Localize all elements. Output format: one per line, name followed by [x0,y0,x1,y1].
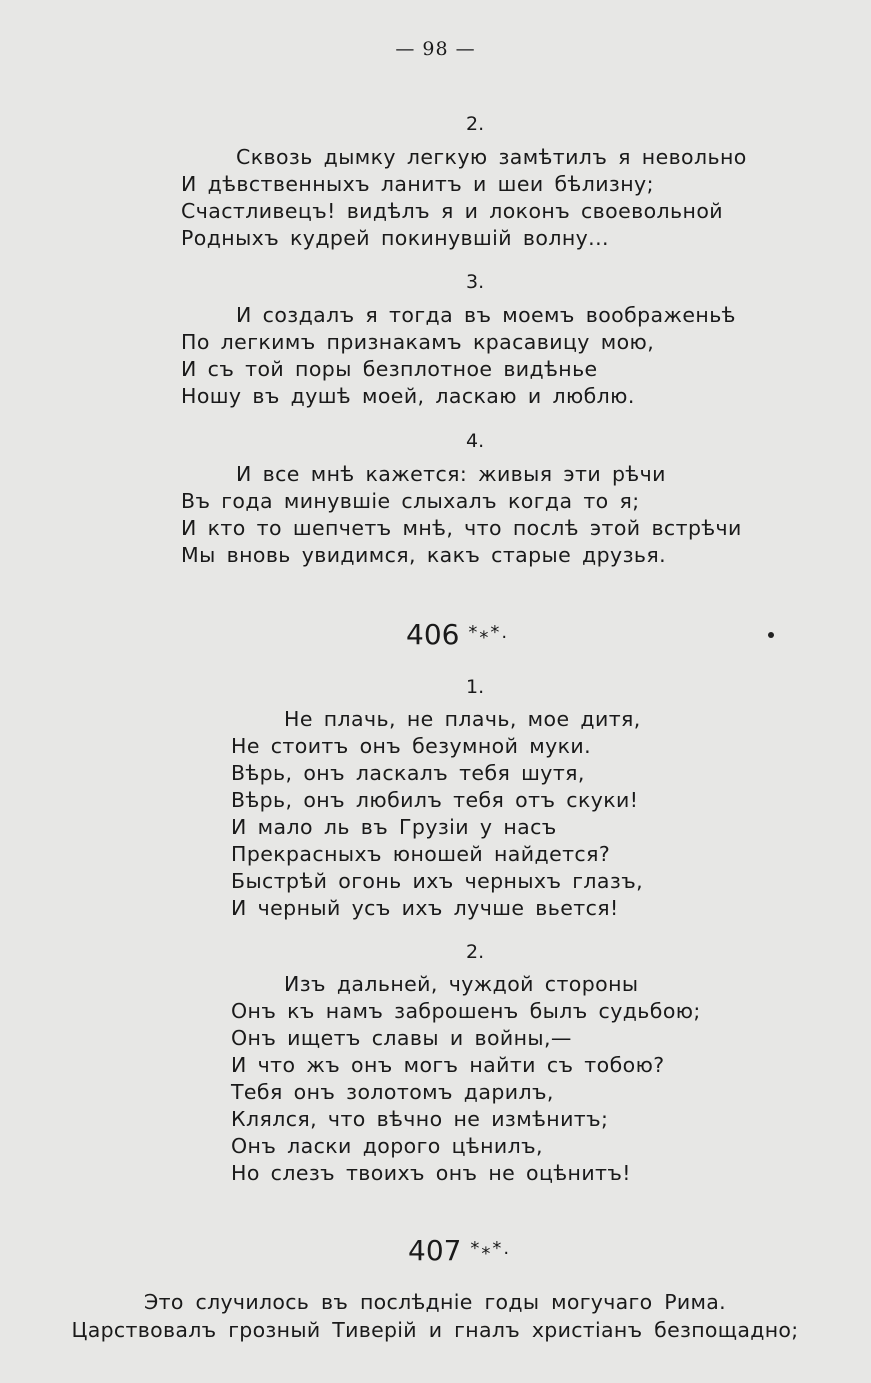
prose-line: Это случилось въ послѣдніе годы могучаго Рима. [144,1290,726,1314]
page-number: — 98 — [395,38,476,60]
verse-line: И черный усъ ихъ лучше вьется! [231,896,619,920]
verse-line: И все мнѣ кажется: живыя эти рѣчи [236,462,666,486]
stanza-number: 4. [466,430,485,452]
verse-line: И съ той поры безплотное видѣнье [181,357,598,381]
verse-line: И кто то шепчетъ мнѣ, что послѣ этой встрѣчи [181,516,742,540]
stanza-number: 3. [466,271,485,293]
poem-number: 407 [408,1234,462,1267]
verse-line: Не стоитъ онъ безумной муки. [231,734,592,758]
verse-line: По легкимъ признакамъ красавицу мою, [181,330,655,354]
verse-line: И создалъ я тогда въ моемъ воображеньѣ [236,303,736,327]
verse-line: Вѣрь, онъ любилъ тебя отъ скуки! [231,788,639,812]
verse-line: Онъ ласки дорого цѣнилъ, [231,1134,543,1158]
stanza-number: 2. [466,113,485,135]
verse-line: Клялся, что вѣчно не измѣнитъ; [231,1107,609,1131]
prose-line: Царствовалъ грозный Тиверій и гналъ христіанъ безпощадно; [71,1318,799,1342]
asterism: *⁎*. [470,1238,512,1259]
verse-line: Сквозь дымку легкую замѣтилъ я невольно [236,145,747,169]
ink-speck [768,632,774,638]
verse-line: Прекрасныхъ юношей найдется? [231,842,611,866]
verse-line: Ношу въ душѣ моей, ласкаю и люблю. [181,384,635,408]
stanza-number: 1. [466,676,485,698]
verse-line: И дѣвственныхъ ланитъ и шеи бѣлизну; [181,172,654,196]
asterism: *⁎*. [468,622,510,643]
verse-line: Вѣрь, онъ ласкалъ тебя шутя, [231,761,585,785]
verse-line: Онъ ищетъ славы и войны,— [231,1026,572,1050]
poem-heading [406,618,509,651]
poem-heading [408,1234,511,1267]
verse-line: Быстрѣй огонь ихъ черныхъ глазъ, [231,869,643,893]
verse-line: И что жъ онъ могъ найти съ тобою? [231,1053,665,1077]
verse-line: Счастливецъ! видѣлъ я и локонъ своевольной [181,199,723,223]
verse-line: Тебя онъ золотомъ дарилъ, [231,1080,554,1104]
verse-line: Родныхъ кудрей покинувшій волну... [181,226,609,250]
poem-number: 406 [406,618,460,651]
verse-line: И мало ль въ Грузіи у насъ [231,815,557,839]
verse-line: Не плачь, не плачь, мое дитя, [284,707,641,731]
verse-line: Въ года минувшіе слыхалъ когда то я; [181,489,640,513]
verse-line: Онъ къ намъ заброшенъ былъ судьбою; [231,999,701,1023]
verse-line: Но слезъ твоихъ онъ не оцѣнитъ! [231,1161,631,1185]
stanza-number: 2. [466,941,485,963]
verse-line: Мы вновь увидимся, какъ старые друзья. [181,543,667,567]
verse-line: Изъ дальней, чуждой стороны [284,972,639,996]
